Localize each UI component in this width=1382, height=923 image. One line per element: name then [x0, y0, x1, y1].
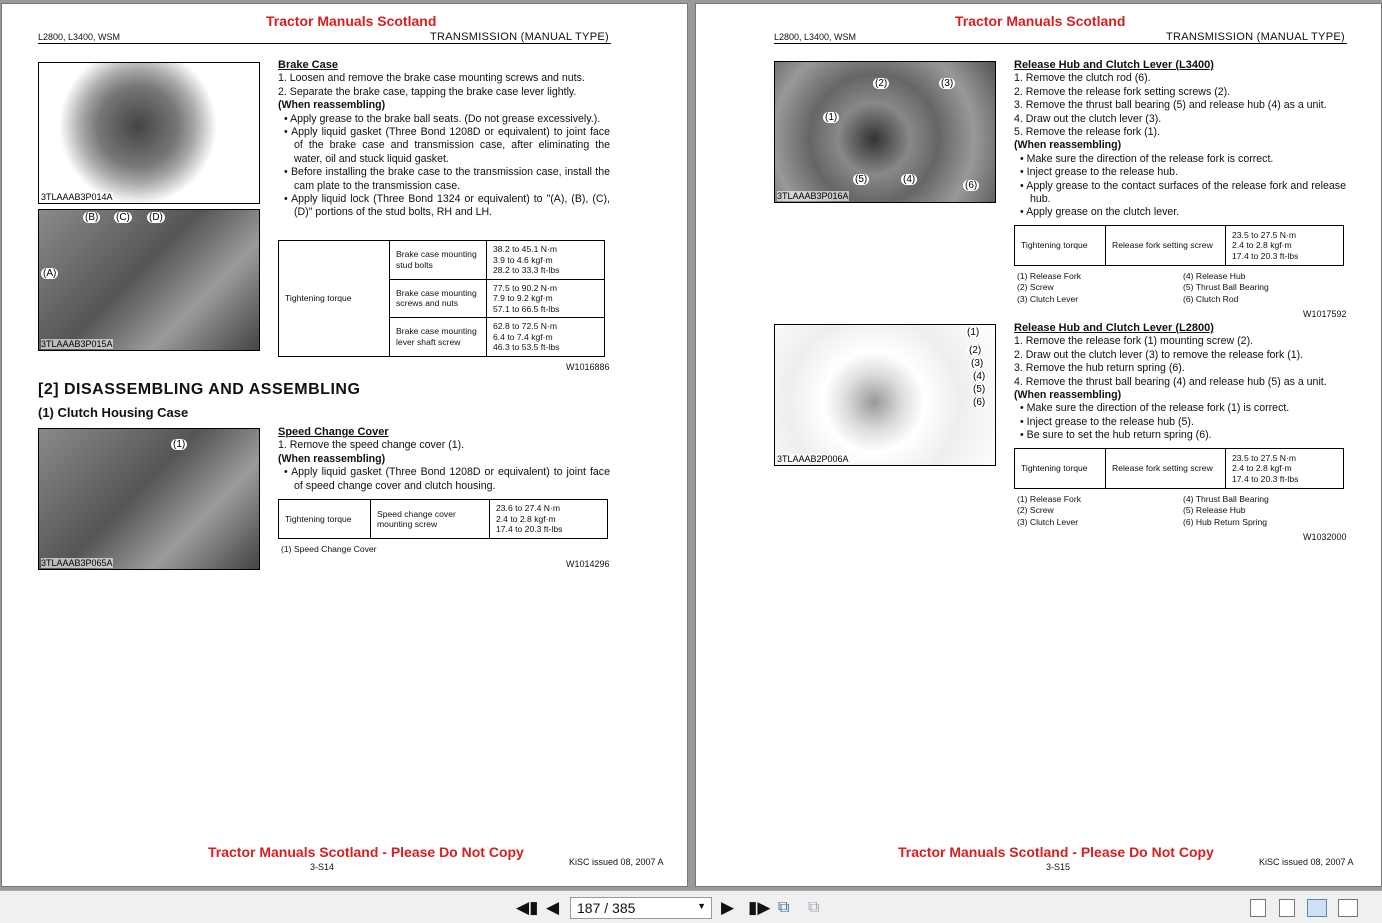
forward-view-icon[interactable]: ⧉: [808, 899, 820, 916]
header-watermark: Tractor Manuals Scotland: [266, 13, 437, 29]
l2800-torque-table: Tightening torque Release fork setting screw 23.5 to 27.5 N·m 2.4 to 2.8 kgf·m 17.4 to 20.3 ft-lbs: [1014, 448, 1344, 489]
l3400-clutch-photo: (2) (3) (1) (5) (4) (6) 3TLAAAB3P016A: [774, 61, 996, 203]
footer-watermark: Tractor Manuals Scotland - Please Do Not Copy: [208, 844, 524, 860]
page-number: 3-S15: [1046, 862, 1071, 872]
previous-page-icon[interactable]: ◀: [546, 898, 560, 917]
next-page-icon[interactable]: ▶: [721, 898, 735, 917]
chevron-down-icon[interactable]: ▼: [697, 901, 706, 911]
l2800-section: Release Hub and Clutch Lever (L2800) 1. Remove the release fork (1) mounting screw (2). 2. Draw out the clutch lever (3) to remove the release fork (1). 3. Remove the hub return spring (6). 4. Remove the thrust ball bearing (4) and release hub (5) as a unit. (When reassembling) • Make sure the direction of the release fork (1) is correct. • Inject grease to the release hub (5). • Be sure to set the hub return spring (6).: [1014, 322, 1327, 442]
l3400-section: Release Hub and Clutch Lever (L3400) 1. Remove the clutch rod (6). 2. Remove the release fork setting screws (2). 3. Remove the thrust ball bearing (5) and release hub (4) as a unit. 4. Draw out the clutch lever (3). 5. Remove the release fork (1). (When reassembling) • Make sure the direction of the release fork is correct. • Inject grease to the release hub. • Apply grease to the contact surfaces of the release fork and release hub. • Apply grease on the clutch lever.: [1014, 59, 1346, 219]
last-page-icon[interactable]: ▮▶: [748, 898, 771, 917]
issued-note: KiSC issued 08, 2007 A: [1259, 857, 1354, 867]
speed-change-section: Speed Change Cover 1. Remove the speed change cover (1). (When reassembling) • Apply liquid gasket (Three Bond 1208D or equivalent) to joint face of speed change cover and clutch housing.: [278, 426, 610, 492]
header-section: TRANSMISSION (MANUAL TYPE): [1166, 31, 1345, 43]
l3400-torque-table: Tightening torque Release fork setting screw 23.5 to 27.5 N·m 2.4 to 2.8 kgf·m 17.4 to 20.3 ft-lbs: [1014, 225, 1344, 266]
two-page-view-icon[interactable]: [1307, 899, 1327, 917]
issued-note: KiSC issued 08, 2007 A: [569, 857, 664, 867]
ref-code: W1032000: [1303, 532, 1347, 542]
subsection-heading: (1) Clutch Housing Case: [38, 405, 189, 420]
ref-code: W1017592: [1303, 309, 1347, 319]
section-heading: [2] DISASSEMBLING AND ASSEMBLING: [38, 381, 361, 398]
brake-torque-table: Tightening torque Brake case mounting stud bolts 38.2 to 45.1 N·m 3.9 to 4.6 kgf·m 28.2 to 33.3 ft-lbs Brake case mounting screws and nuts 77.5 to 90.2 N·m 7.9 to 9.2 kgf·m 57.1 to 66.5 ft-lbs Brake case mounting lever shaft screw 62.8 to 72.5 N·m 6.4 to 7.4 kgf·m 46.3 to 53.5 ft-lbs: [278, 240, 605, 357]
header-model: L2800, L3400, WSM: [38, 32, 121, 42]
stud-bolts-photo: (B) (C) (D) (A) 3TLAAAB3P015A: [38, 209, 260, 351]
legend: (1) Speed Change Cover: [281, 544, 377, 554]
speed-change-cover-photo: (1) 3TLAAAB3P065A: [38, 428, 260, 570]
page-number-field[interactable]: 187 / 385 ▼: [570, 897, 712, 919]
speed-torque-table: Tightening torque Speed change cover mounting screw 23.6 to 27.4 N·m 2.4 to 2.8 kgf·m 17.4 to 20.3 ft-lbs: [278, 499, 608, 539]
brake-case-section: Brake Case 1. Loosen and remove the brake case mounting screws and nuts. 2. Separate the brake case, tapping the brake case lever lightly. (When reassembling) • Apply grease to the brake ball seats. (Do not grease excessively.). • Apply liquid gasket (Three Bond 1208D or equivalent) to joint face of the brake case and transmission case, after eliminating the water, oil and stuck liquid gasket. • Before installing the brake case to the transmission case, install the cam plate to the transmission case. • Apply liquid lock (Three Bond 1324 or equivalent) to "(A), (B), (C), (D)" portions of the stud bolts, RH and LH.: [278, 59, 610, 219]
pdf-page-right: [695, 3, 1382, 887]
legend: (4) Thrust Ball Bearing (5) Release Hub (6) Hub Return Spring: [1183, 494, 1269, 527]
continuous-view-icon[interactable]: [1279, 899, 1295, 917]
first-page-icon[interactable]: ◀▮: [516, 898, 539, 917]
back-view-icon[interactable]: ⧉: [778, 899, 790, 916]
brake-case-photo: 3TLAAAB3P014A: [38, 62, 260, 204]
legend: (1) Release Fork (2) Screw (3) Clutch Lever: [1017, 494, 1081, 527]
ref-code: W1014296: [566, 559, 610, 569]
page-number: 3-S14: [310, 862, 335, 872]
ref-code: W1016886: [566, 362, 610, 372]
legend: (4) Release Hub (5) Thrust Ball Bearing (6) Clutch Rod: [1183, 271, 1269, 304]
two-page-continuous-view-icon[interactable]: [1338, 899, 1358, 917]
header-watermark: Tractor Manuals Scotland: [955, 13, 1126, 29]
footer-watermark: Tractor Manuals Scotland - Please Do Not Copy: [898, 844, 1214, 860]
header-section: TRANSMISSION (MANUAL TYPE): [430, 31, 609, 43]
legend: (1) Release Fork (2) Screw (3) Clutch Lever: [1017, 271, 1081, 304]
viewer-toolbar: [0, 890, 1382, 923]
pdf-page-left: [1, 3, 688, 887]
header-model: L2800, L3400, WSM: [774, 32, 857, 42]
single-page-view-icon[interactable]: [1250, 899, 1266, 917]
l2800-clutch-diagram: (1) (2) (3) (4) (5) (6) 3TLAAAB2P006A: [774, 324, 996, 466]
